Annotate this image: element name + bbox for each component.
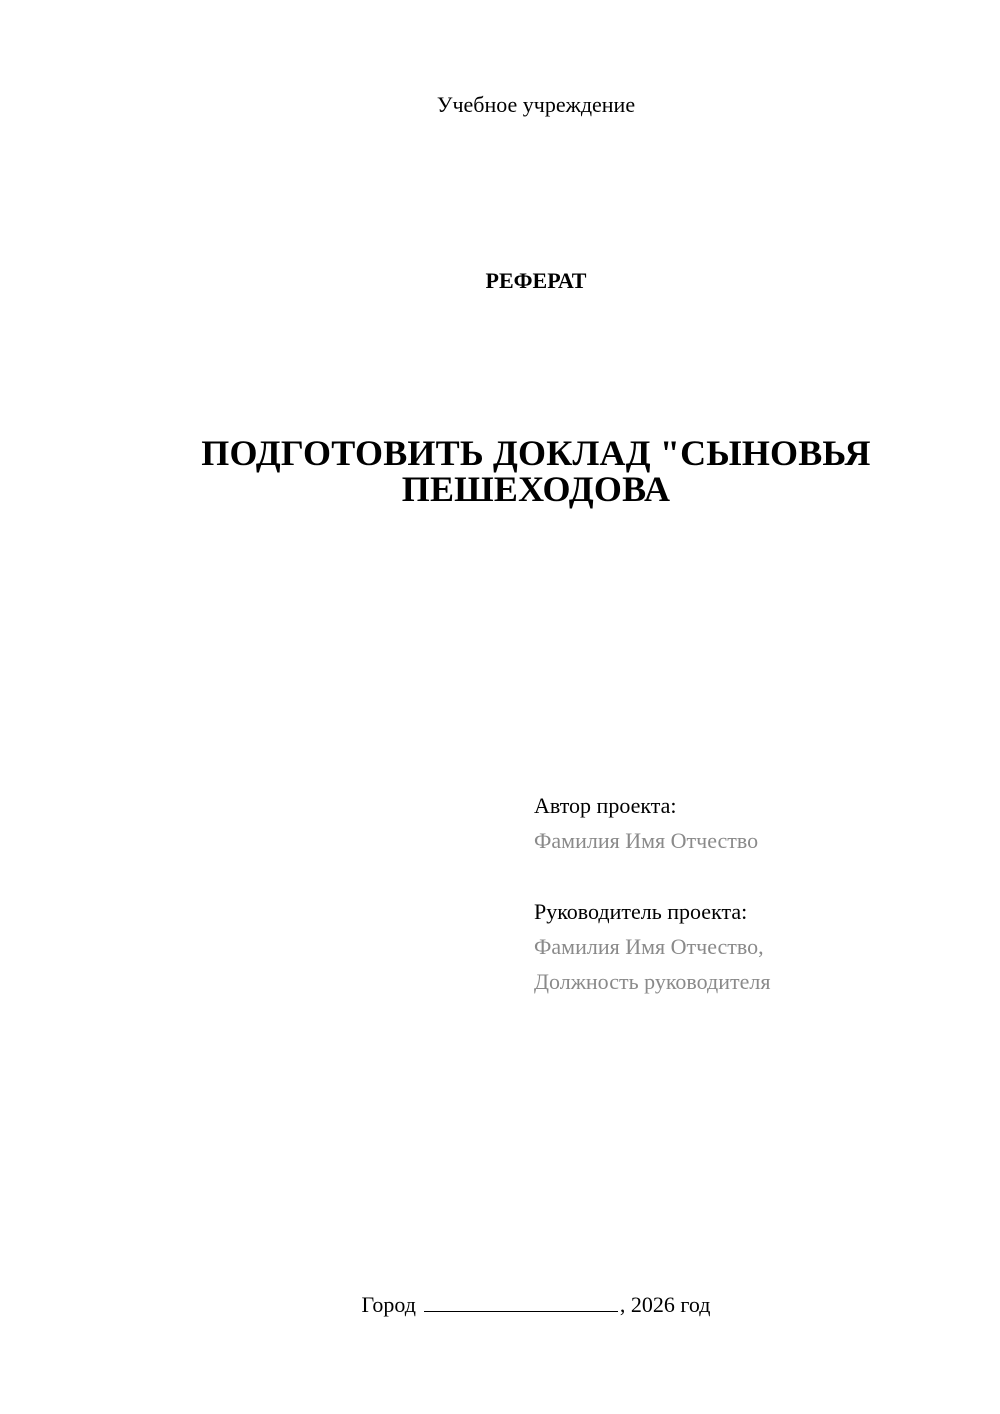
project-people-block xyxy=(534,788,974,999)
supervisor-label: Руководитель проекта: xyxy=(534,899,748,924)
document-type: РЕФЕРАТ xyxy=(485,268,587,293)
document-title xyxy=(150,435,922,507)
city-label: Город xyxy=(361,1292,416,1317)
supervisor-name-placeholder: Фамилия Имя Отчество, xyxy=(534,934,764,959)
spacer xyxy=(534,858,974,894)
supervisor-position-placeholder: Должность руководителя xyxy=(534,969,771,994)
year-text: , 2026 год xyxy=(619,1292,711,1317)
city-blank-line xyxy=(424,1291,618,1312)
institution-name: Учебное учреждение xyxy=(436,92,636,117)
document-title-line-2: ПЕШЕХОДОВА xyxy=(401,469,671,509)
city-year-line xyxy=(0,1290,1000,1320)
author-name-placeholder: Фамилия Имя Отчество xyxy=(534,828,759,853)
author-label: Автор проекта: xyxy=(534,793,677,818)
document-title-line-1: ПОДГОТОВИТЬ ДОКЛАД "СЫНОВЬЯ xyxy=(201,433,871,473)
